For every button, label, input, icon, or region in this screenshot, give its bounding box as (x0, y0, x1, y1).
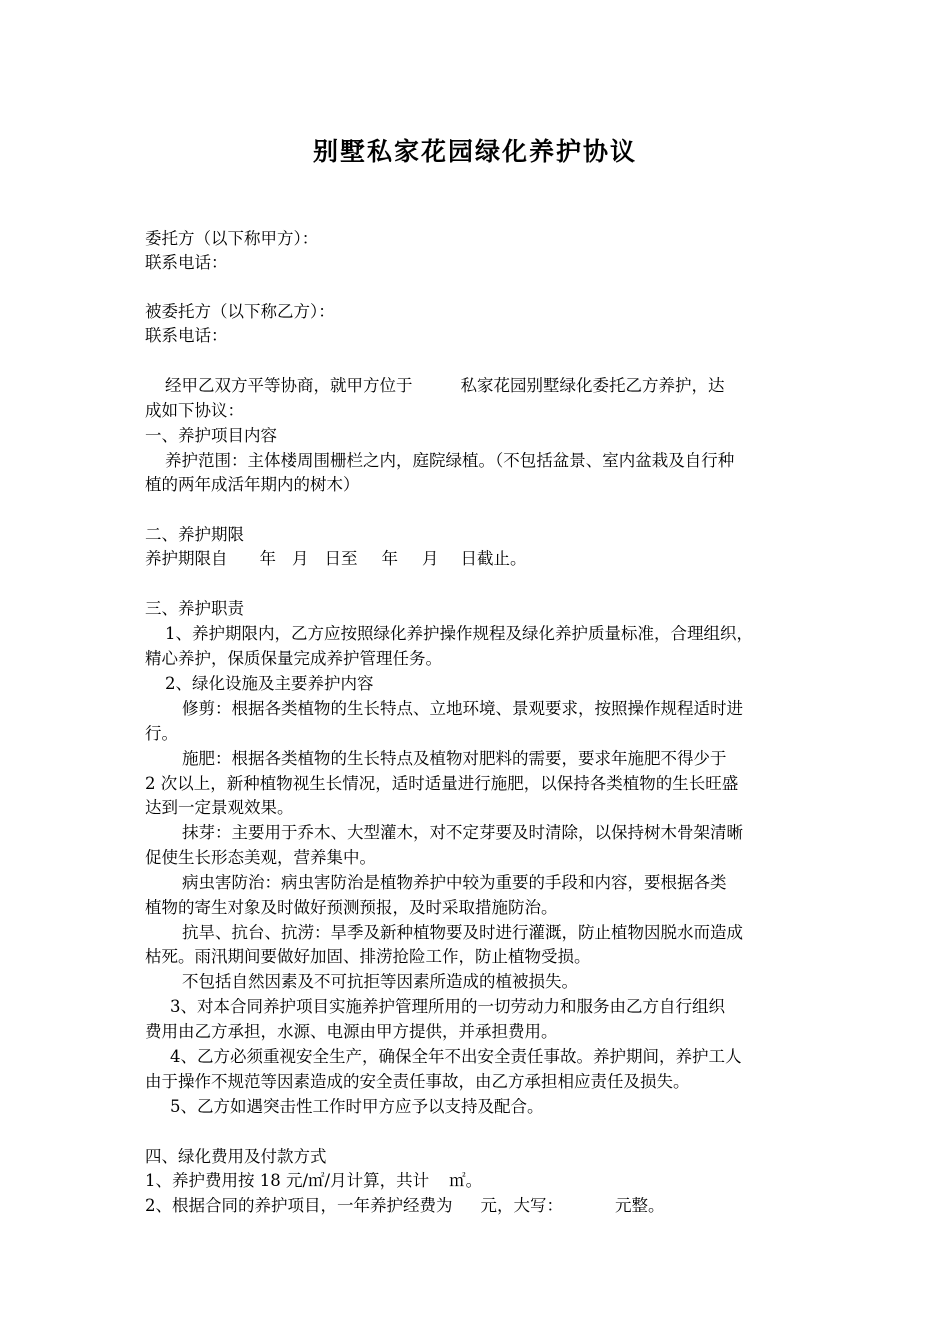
section-1-line-2: 植的两年成活年期内的树木） (145, 475, 360, 494)
intro-text-b: 私家花园别墅绿化委托乙方养护，达 (460, 376, 725, 395)
fee-line-2 (145, 1195, 665, 1217)
term-part: 年 (259, 549, 276, 568)
section-4-heading: 四、绿化费用及付款方式 (145, 1147, 327, 1166)
intro-line-2: 成如下协议： (145, 401, 244, 420)
duty-1-line-1: 1、养护期限内，乙方应按照绿化养护操作规程及绿化养护质量标准，合理组织， (165, 624, 753, 643)
pest-control-line-2: 植物的寄生对象及时做好预测预报，及时采取措施防治。 (145, 898, 558, 917)
document-title: 别墅私家花园绿化养护协议 (312, 137, 637, 166)
fertilizing-line-1: 施肥：根据各类植物的生长特点及植物对肥料的需要，要求年施肥不得少于 (182, 749, 727, 768)
annual-fee-end: 元整。 (615, 1196, 665, 1215)
duty-1-line-2: 精心养护，保质保量完成养护管理任务。 (145, 649, 442, 668)
section-2-term (145, 548, 527, 570)
fertilizing-line-2: 2 次以上，新种植物视生长情况，适时适量进行施肥，以保持各类植物的生长旺盛 (145, 774, 739, 793)
drought-line-1: 抗旱、抗台、抗涝：旱季及新种植物要及时进行灌溉，防止植物因脱水而造成 (182, 923, 743, 942)
section-3-heading: 三、养护职责 (145, 599, 244, 618)
section-2-heading: 二、养护期限 (145, 525, 244, 544)
term-part: 养护期限自 (145, 549, 228, 568)
duty-2: 2、绿化设施及主要养护内容 (165, 674, 374, 693)
duty-3-line-1: 3、对本合同养护项目实施养护管理所用的一切劳动力和服务由乙方自行组织 (170, 997, 725, 1016)
fee-line-1 (145, 1170, 482, 1192)
section-1-heading: 一、养护项目内容 (145, 426, 277, 445)
pruning-line-2: 行。 (145, 724, 178, 743)
pest-control-line-1: 病虫害防治：病虫害防治是植物养护中较为重要的手段和内容，要根据各类 (182, 873, 727, 892)
intro-text-a: 经甲乙双方平等协商，就甲方位于 (165, 376, 413, 395)
duty-4-line-2: 由于操作不规范等因素造成的安全责任事故，由乙方承担相应责任及损失。 (145, 1072, 690, 1091)
term-part: 日截止。 (460, 549, 527, 568)
party-b-label: 被委托方（以下称乙方）： (145, 302, 335, 321)
budding-line-2: 促使生长形态美观，营养集中。 (145, 848, 376, 867)
term-part: 月 (422, 549, 439, 568)
term-part: 月 (292, 549, 309, 568)
budding-line-1: 抹芽：主要用于乔木、大型灌木，对不定芽要及时清除，以保持树木骨架清晰 (182, 823, 743, 842)
pruning-line-1: 修剪：根据各类植物的生长特点、立地环境、景观要求，按照操作规程适时进 (182, 699, 743, 718)
exclusion-line: 不包括自然因素及不可抗拒等因素所造成的植被损失。 (182, 972, 578, 991)
drought-line-2: 枯死。雨汛期间要做好加固、排涝抢险工作，防止植物受损。 (145, 947, 591, 966)
party-a-label: 委托方（以下称甲方）： (145, 229, 319, 248)
fertilizing-line-3: 达到一定景观效果。 (145, 798, 294, 817)
intro-line-1 (165, 375, 725, 397)
annual-fee-text: 2、根据合同的养护项目，一年养护经费为 (145, 1196, 453, 1215)
fee-rate-text: 1、养护费用按 18 元/㎡/月计算，共计 (145, 1171, 430, 1190)
term-part: 日至 (324, 549, 358, 568)
annual-fee-unit: 元，大写： (480, 1196, 563, 1215)
party-a-phone-label: 联系电话： (145, 253, 228, 272)
term-part: 年 (381, 549, 398, 568)
duty-3-line-2: 费用由乙方承担，水源、电源由甲方提供，并承担费用。 (145, 1022, 558, 1041)
section-1-line-1: 养护范围：主体楼周围栅栏之内，庭院绿植。（不包括盆景、室内盆栽及自行种 (165, 451, 735, 470)
party-b-phone-label: 联系电话： (145, 326, 228, 345)
duty-5: 5、乙方如遇突击性工作时甲方应予以支持及配合。 (170, 1097, 544, 1116)
fee-area-unit: ㎡。 (449, 1171, 483, 1190)
duty-4-line-1: 4、乙方必须重视安全生产，确保全年不出安全责任事故。养护期间，养护工人 (170, 1047, 742, 1066)
